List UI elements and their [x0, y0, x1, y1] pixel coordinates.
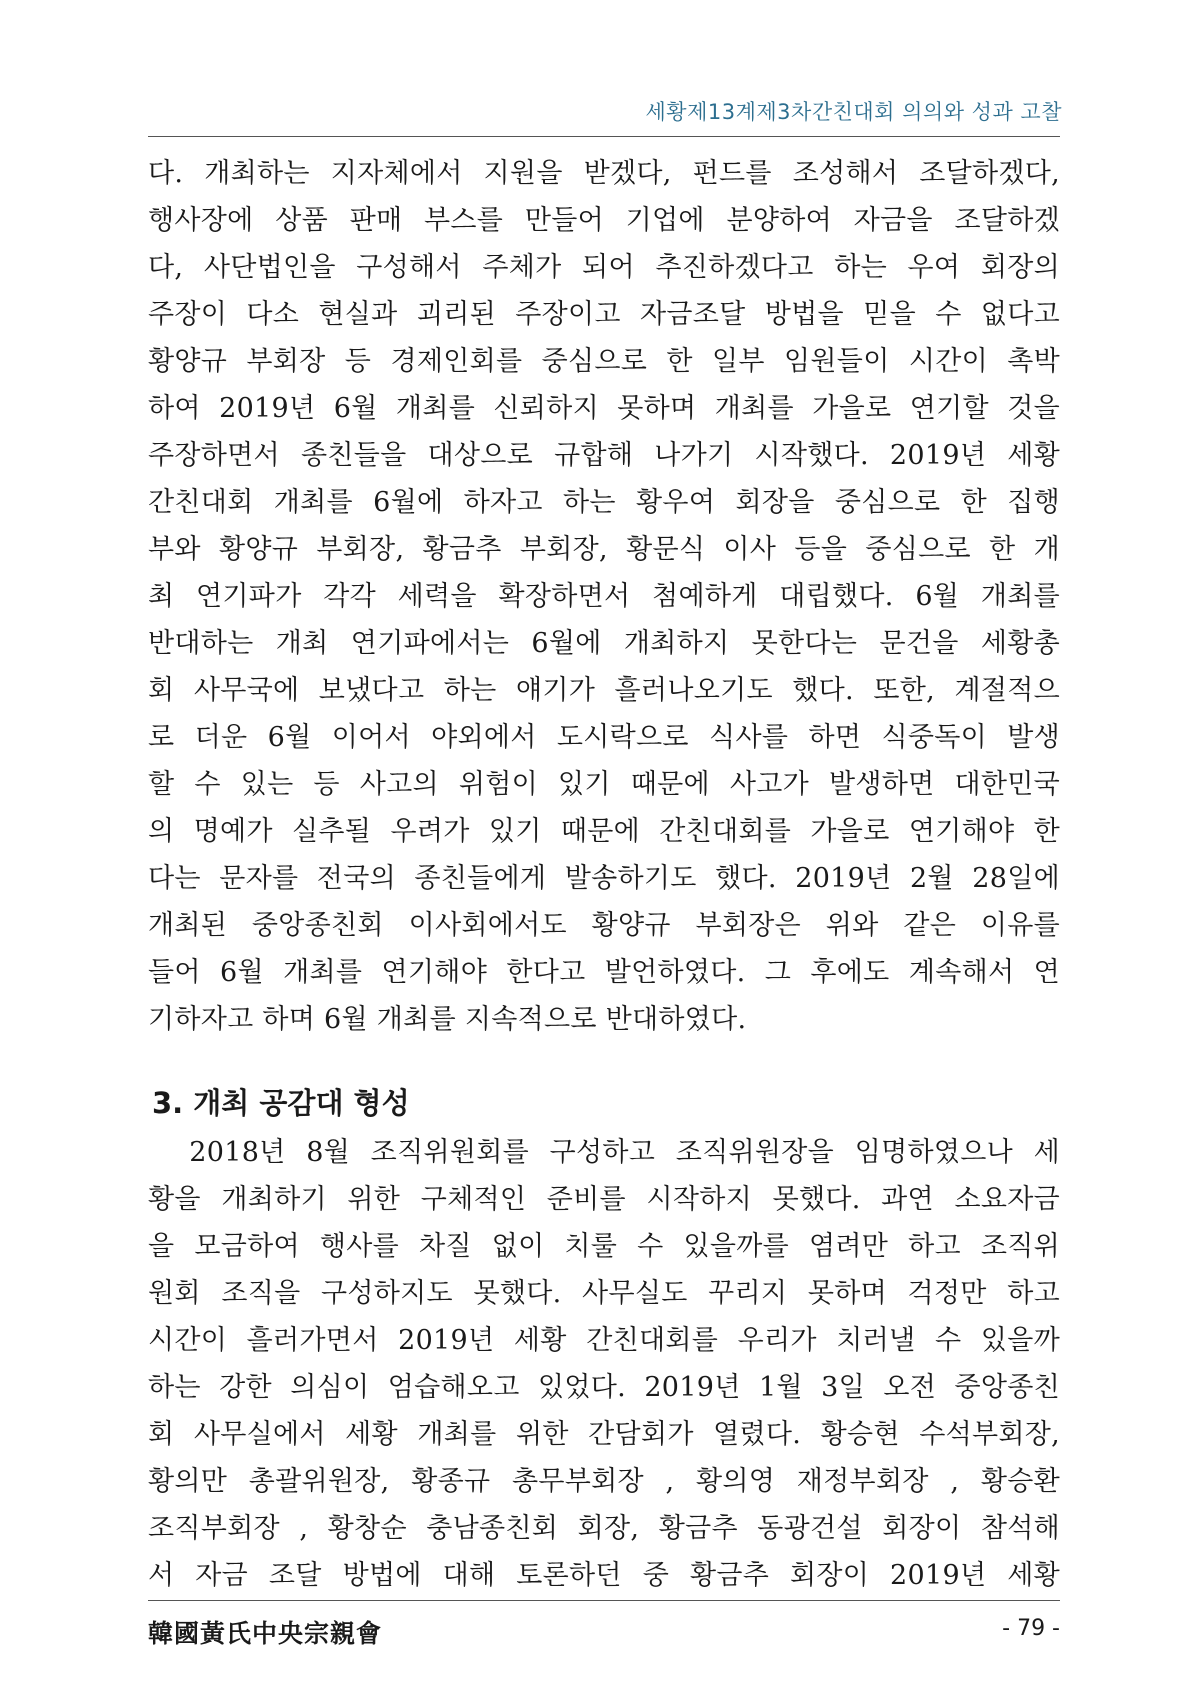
footer-divider	[148, 1600, 1060, 1601]
text-line: 황의만 총괄위원장, 황종규 총무부회장 , 황의영 재정부회장 , 황승환	[148, 1466, 1060, 1497]
text-line: 조직부회장 , 황창순 충남종친회 회장, 황금추 동광건설 회장이 참석해	[148, 1513, 1060, 1544]
text-line: 하여 2019년 6월 개최를 신뢰하지 못하며 개최를 가을로 연기할 것을	[148, 393, 1060, 424]
text-line: 반대하는 개최 연기파에서는 6월에 개최하지 못한다는 문건을 세황총	[148, 628, 1060, 659]
header-divider	[148, 136, 1060, 137]
text-line: 시간이 흘러가면서 2019년 세황 간친대회를 우리가 치러낼 수 있을까	[148, 1325, 1060, 1356]
text-line: 의 명예가 실추될 우려가 있기 때문에 간친대회를 가을로 연기해야 한	[148, 816, 1060, 847]
text-line: 최 연기파가 각각 세력을 확장하면서 첨예하게 대립했다. 6월 개최를	[148, 581, 1060, 612]
text-line: 개최된 중앙종친회 이사회에서도 황양규 부회장은 위와 같은 이유를	[148, 910, 1060, 941]
text-line: 간친대회 개최를 6월에 하자고 하는 황우여 회장을 중심으로 한 집행	[148, 487, 1060, 518]
page-body	[148, 150, 1060, 1599]
text-line: 회 사무국에 보냈다고 하는 얘기가 흘러나오기도 했다. 또한, 계절적으	[148, 675, 1060, 706]
text-line: 주장하면서 종친들을 대상으로 규합해 나가기 시작했다. 2019년 세황	[148, 440, 1060, 471]
text-line: 황양규 부회장 등 경제인회를 중심으로 한 일부 임원들이 시간이 촉박	[148, 346, 1060, 377]
running-header-title: 세황제13계제3차간친대회 의의와 성과 고찰	[645, 100, 1062, 124]
text-line: 다는 문자를 전국의 종친들에게 발송하기도 했다. 2019년 2월 28일에	[148, 863, 1060, 894]
text-line: 주장이 다소 현실과 괴리된 주장이고 자금조달 방법을 믿을 수 없다고	[148, 299, 1060, 330]
page-number: - 79 -	[1002, 1616, 1060, 1641]
text-line: 할 수 있는 등 사고의 위험이 있기 때문에 사고가 발생하면 대한민국	[148, 769, 1060, 800]
text-line: 다. 개최하는 지자체에서 지원을 받겠다, 펀드를 조성해서 조달하겠다,	[148, 158, 1060, 189]
text-line: 2018년 8월 조직위원회를 구성하고 조직위원장을 임명하였으나 세	[148, 1137, 1060, 1168]
footer-organization-name: 韓國黃氏中央宗親會	[148, 1619, 383, 1648]
paragraph-section-3	[148, 1129, 1060, 1599]
text-line: 부와 황양규 부회장, 황금추 부회장, 황문식 이사 등을 중심으로 한 개	[148, 534, 1060, 565]
text-line: 기하자고 하며 6월 개최를 지속적으로 반대하였다.	[148, 1004, 747, 1035]
text-line: 로 더운 6월 이어서 야외에서 도시락으로 식사를 하면 식중독이 발생	[148, 722, 1060, 753]
text-line: 행사장에 상품 판매 부스를 만들어 기업에 분양하여 자금을 조달하겠	[148, 205, 1060, 236]
section-heading: 3. 개최 공감대 형성	[152, 1086, 410, 1120]
text-line: 하는 강한 의심이 엄습해오고 있었다. 2019년 1월 3일 오전 중앙종친	[148, 1372, 1060, 1403]
text-line: 을 모금하여 행사를 차질 없이 치룰 수 있을까를 염려만 하고 조직위	[148, 1231, 1060, 1262]
text-line: 원회 조직을 구성하지도 못했다. 사무실도 꾸리지 못하며 걱정만 하고	[148, 1278, 1060, 1309]
text-line: 서 자금 조달 방법에 대해 토론하던 중 황금추 회장이 2019년 세황	[148, 1560, 1060, 1591]
text-line: 다, 사단법인을 구성해서 주체가 되어 추진하겠다고 하는 우여 회장의	[148, 252, 1060, 283]
paragraph-continued	[148, 150, 1060, 1043]
text-line: 회 사무실에서 세황 개최를 위한 간담회가 열렸다. 황승현 수석부회장,	[148, 1419, 1060, 1450]
section-spacer	[148, 1043, 1060, 1077]
text-line: 황을 개최하기 위한 구체적인 준비를 시작하지 못했다. 과연 소요자금	[148, 1184, 1060, 1215]
text-line: 들어 6월 개최를 연기해야 한다고 발언하였다. 그 후에도 계속해서 연	[148, 957, 1060, 988]
